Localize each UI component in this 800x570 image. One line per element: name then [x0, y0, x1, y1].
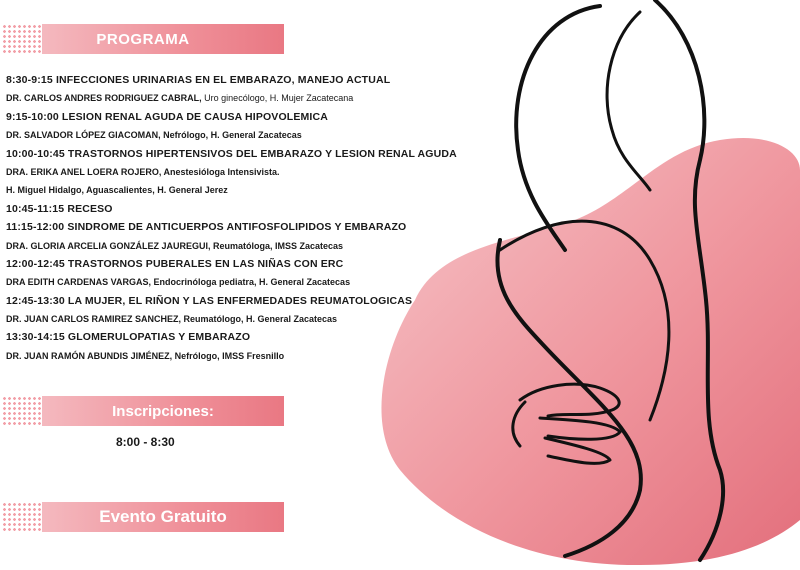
- speaker-name: H. Miguel Hidalgo, Aguascalientes, H. General Jerez: [6, 185, 228, 196]
- program-session-title: 8:30-9:15 INFECCIONES URINARIAS EN EL EMBARAZO, MANEJO ACTUAL: [6, 74, 391, 86]
- program-session-title: 10:45-11:15 RECESO: [6, 202, 113, 215]
- neck-outline: [607, 12, 650, 190]
- program-session-title: 13:30-14:15 GLOMERULOPATIAS Y EMBARAZO: [6, 331, 251, 344]
- inscripciones-time: 8:00 - 8:30: [116, 435, 175, 449]
- speaker-name: DR. JUAN CARLOS RAMIREZ SANCHEZ, Reumatólogo, H. General Zacatecas: [6, 314, 338, 325]
- program-speaker: [6, 275, 506, 293]
- speaker-name: DRA. GLORIA ARCELIA GONZÁLEZ JAUREGUI, Reumatóloga, IMSS Zacatecas: [6, 240, 344, 251]
- evento-banner: [2, 502, 284, 532]
- program-session-title: 12:00-12:45 TRASTORNOS PUBERALES EN LAS NIÑAS CON ERC: [6, 257, 344, 270]
- program-session-title: 11:15-12:00 SINDROME DE ANTICUERPOS ANTIFOSFOLIPIDOS Y EMBARAZO: [6, 221, 407, 234]
- program-speaker: [6, 183, 506, 201]
- program-session-title: 9:15-10:00 LESION RENAL AGUDA DE CAUSA HIPOVOLEMICA: [6, 110, 328, 123]
- inscripciones-banner: [2, 396, 284, 426]
- program-session-title: 10:00-10:45 TRASTORNOS HIPERTENSIVOS DEL EMBARAZO Y LESION RENAL AGUDA: [6, 147, 457, 160]
- programa-heading: PROGRAMA: [42, 24, 284, 54]
- speaker-name: DR. JUAN RAMÓN ABUNDIS JIMÉNEZ, Nefrólogo, IMSS Fresnillo: [6, 350, 285, 361]
- evento-gratuito-heading: Evento Gratuito: [42, 502, 284, 532]
- program-speaker: [6, 128, 506, 146]
- inscripciones-heading: Inscripciones:: [42, 396, 284, 426]
- speaker-name: DRA EDITH CARDENAS VARGAS, Endocrinóloga pediatra, H. General Zacatecas: [6, 277, 351, 288]
- dot-pattern-decoration: [2, 396, 46, 426]
- program-session-title: 12:45-13:30 LA MUJER, EL RIÑON Y LAS ENFERMEDADES REUMATOLOGICAS: [6, 294, 413, 307]
- dot-pattern-decoration: [2, 24, 46, 54]
- program-speaker: [6, 239, 506, 257]
- dot-pattern-decoration: [2, 502, 46, 532]
- program-speaker: [6, 91, 506, 109]
- program-speaker: [6, 165, 506, 183]
- program-schedule: [6, 73, 506, 367]
- programa-banner: [2, 24, 284, 54]
- speaker-name: DRA. ERIKA ANEL LOERA ROJERO, Anestesióloga Intensivista.: [6, 166, 280, 177]
- speaker-name: DR. SALVADOR LÓPEZ GIACOMAN, Nefrólogo, H. General Zacatecas: [6, 130, 302, 141]
- head-outline: [516, 6, 600, 250]
- speaker-name: DR. CARLOS ANDRES RODRIGUEZ CABRAL,: [6, 93, 202, 104]
- program-speaker: [6, 312, 506, 330]
- speaker-affiliation: Uro ginecólogo, H. Mujer Zacatecana: [201, 93, 354, 104]
- program-speaker: [6, 349, 506, 367]
